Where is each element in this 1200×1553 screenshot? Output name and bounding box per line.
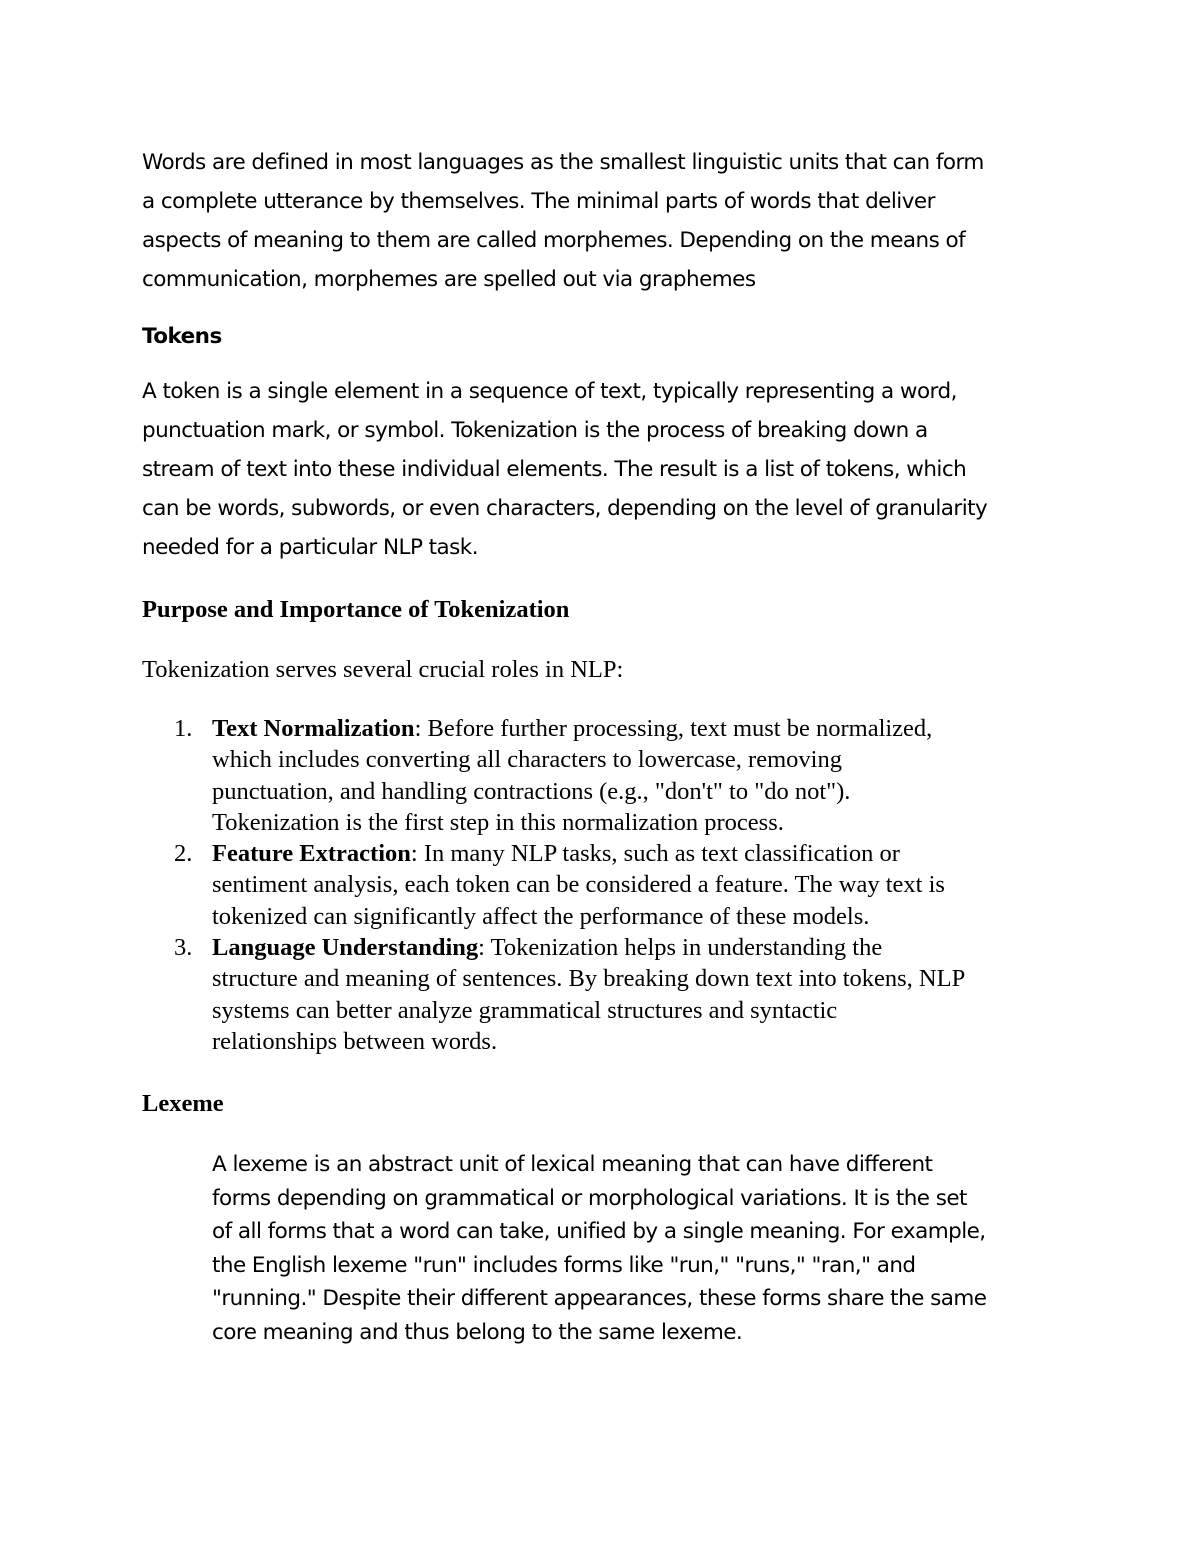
text-line: sentiment analysis, each token can be considered a feature. The way text is xyxy=(212,871,945,899)
lexeme-paragraph xyxy=(212,1148,1092,1350)
list-number: 2. xyxy=(174,840,193,868)
list-number: 3. xyxy=(174,934,193,962)
text-line: relationships between words. xyxy=(212,1027,498,1055)
text-line: of all forms that a word can take, unified by a single meaning. For example, xyxy=(212,1219,986,1245)
purpose-heading: Purpose and Importance of Tokenization xyxy=(142,596,570,623)
text-line: punctuation mark, or symbol. Tokenization is the process of breaking down a xyxy=(142,418,928,443)
text-line: stream of text into these individual elements. The result is a list of tokens, which xyxy=(142,457,967,482)
text-line: systems can better analyze grammatical structures and syntactic xyxy=(212,996,838,1024)
list-term: Feature Extraction xyxy=(212,840,411,868)
list-item xyxy=(142,713,1102,838)
text-line: structure and meaning of sentences. By breaking down text into tokens, NLP xyxy=(212,965,966,993)
text-line: communication, morphemes are spelled out via graphemes xyxy=(142,267,756,292)
purpose-intro: Tokenization serves several crucial roles in NLP: xyxy=(142,656,624,683)
text-line: Words are defined in most languages as the smallest linguistic units that can form xyxy=(142,150,984,175)
text-line: tokenized can significantly affect the performance of these models. xyxy=(212,902,870,930)
intro-paragraph xyxy=(142,143,1102,299)
text-line: the English lexeme "run" includes forms like "run," "runs," "ran," and xyxy=(212,1252,916,1278)
text-line: A lexeme is an abstract unit of lexical meaning that can have different xyxy=(212,1152,933,1177)
tokens-paragraph xyxy=(142,372,1102,567)
text-line: needed for a particular NLP task. xyxy=(142,535,478,560)
list-number: 1. xyxy=(174,715,193,742)
text-line: a complete utterance by themselves. The minimal parts of words that deliver xyxy=(142,189,935,214)
purpose-list xyxy=(142,713,1102,1057)
text-line: aspects of meaning to them are called morphemes. Depending on the means of xyxy=(142,228,966,253)
text-line: : In many NLP tasks, such as text classification or xyxy=(410,840,900,868)
list-item xyxy=(142,932,1102,1057)
text-line: A token is a single element in a sequence of text, typically representing a word, xyxy=(142,379,957,404)
text-line: "running." Despite their different appearances, these forms share the same xyxy=(212,1286,987,1312)
tokens-heading: Tokens xyxy=(142,324,222,349)
text-line: core meaning and thus belong to the same lexeme. xyxy=(212,1319,743,1345)
list-item xyxy=(142,838,1102,932)
lexeme-heading: Lexeme xyxy=(142,1090,224,1117)
text-line: : Before further processing, text must be normalized, xyxy=(414,715,933,742)
text-line: can be words, subwords, or even characters, depending on the level of granularity xyxy=(142,496,988,521)
text-line: which includes converting all characters to lowercase, removing xyxy=(212,746,842,774)
list-term: Text Normalization xyxy=(212,715,415,742)
text-line: Tokenization is the first step in this normalization process. xyxy=(212,808,784,836)
text-line: forms depending on grammatical or morphological variations. It is the set xyxy=(212,1185,967,1211)
text-line: : Tokenization helps in understanding the xyxy=(478,934,883,962)
list-term: Language Understanding xyxy=(212,934,479,962)
text-line: punctuation, and handling contractions (e.g., "don't" to "do not"). xyxy=(212,777,851,805)
